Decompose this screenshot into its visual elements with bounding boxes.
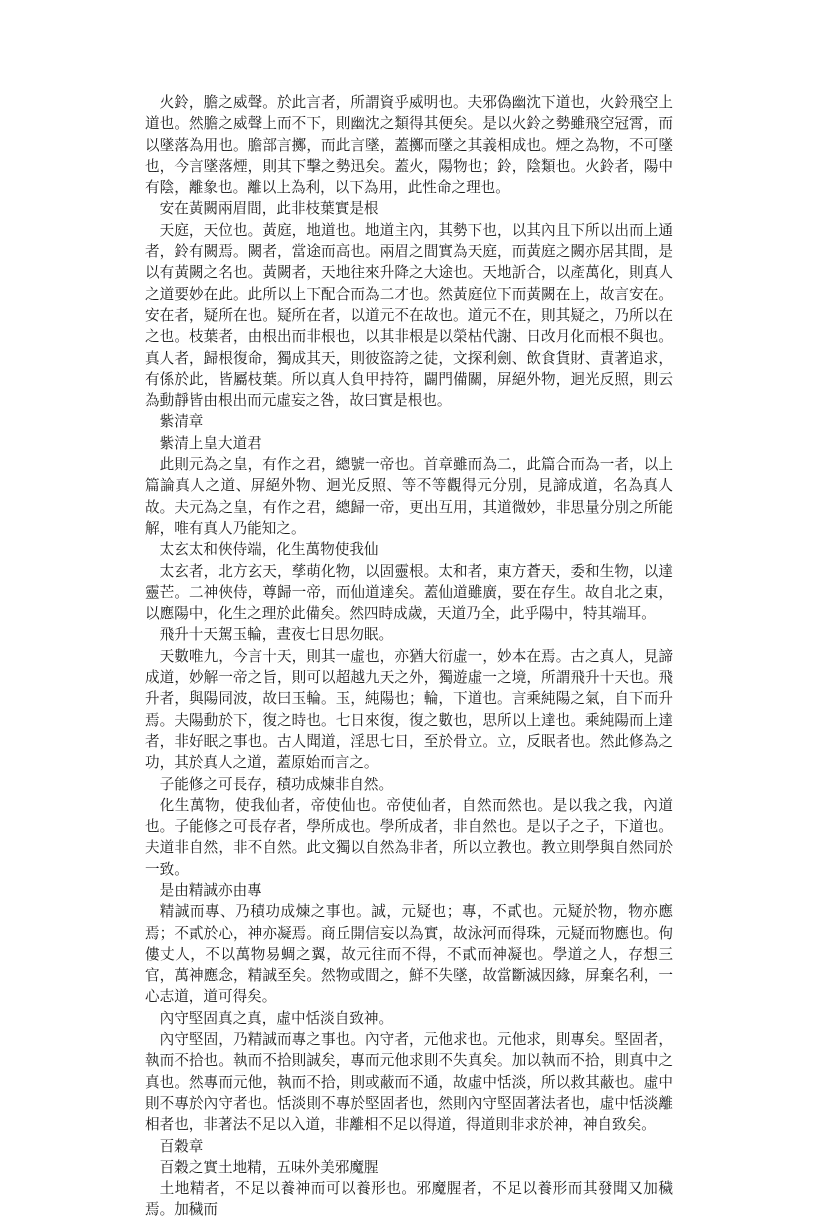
commentary-paragraph: 土地精者，不足以養神而可以養形也。邪魔腥者，不足以養形而其發聞又加穢焉。加穢而 [145, 1180, 673, 1219]
verse-line: 內守堅固真之真，虛中恬淡自致神。 [159, 1009, 394, 1027]
verse-line: 紫清上皇大道君 [159, 434, 262, 452]
commentary-paragraph: 此則元為之皇，有作之君，總號一帝也。首章雖而為二，此篇合而為一者，以上篇論真人之道、屏絕外物、迴光反照、等不等觀得元分別，見諦成道，名為真人故。夫元為之皇，有作之君，總歸一帝，更出互用，其道微妙，非思量分別之所能解，唯有真人乃能知之。 [145, 456, 673, 537]
verse-line: 子能修之可長存，積功成煉非自然。 [159, 775, 394, 793]
commentary-paragraph: 精誠而專、乃積功成煉之事也。誠，元疑也；專，不貳也。元疑於物，物亦應焉；不貳於心，神亦凝焉。商丘開信妄以為實，故泳河而得珠，元疑而物應也。佝僂丈人，不以萬物易蜩之翼，故元往而不得，不貳而神凝也。學道之人，存想三官，萬神應念，精誠至矣。然物或間之，鮮不失墜，故當斷滅因緣，屏棄名利，一心志道，道可得矣。 [145, 903, 673, 1006]
verse-line: 是由精誠亦由專 [159, 881, 262, 899]
verse-line: 飛升十天駕玉輪，晝夜七日思勿眠。 [159, 626, 394, 644]
commentary-paragraph: 天數唯九，今言十天，則其一虛也，亦猶大衍虛一，妙本在焉。古之真人，見諦成道，妙解一帝之旨，則可以超越九天之外，獨遊虛一之境，所謂飛升十天也。飛升者，與陽同波，故曰玉輪。玉，純陽也；輪，下道也。言乘純陽之氣，自下而升焉。夫陽動於下，復之時也。七日來復，復之數也，思所以上達也。乘純陽而上達者，非好眠之事也。古人聞道，淫思七日，至於骨立。立，反眠者也。然此修為之功，其於真人之道，蓋原始而言之。 [145, 647, 673, 772]
commentary-paragraph: 內守堅固，乃精誠而專之事也。內守者，元他求也。元他求，則專矣。堅固者，執而不拾也。執而不拾則誠矣，專而元他求則不失真矣。加以執而不拾，則真中之真也。然專而元他，執而不拾，則或蔽而不通，故虛中恬淡，所以救其蔽也。虛中則不專於內守者也。恬淡則不專於堅固者也，然則內守堅固著法者也，虛中恬淡離相者也，非著法不足以入道，非離相不足以得道，得道則非求於神，神自致矣。 [145, 1031, 673, 1134]
chapter-heading: 紫清章 [159, 413, 204, 431]
verse-line: 安在黃闕兩眉間，此非枝葉實是根 [159, 200, 379, 218]
text-body [145, 92, 673, 1221]
commentary-paragraph: 天庭，天位也。黃庭，地道也。地道主內，其勢下也，以其內且下所以出而上通者，鈴有闕焉。闕者，當途而高也。兩眉之間實為天庭，而黃庭之闕亦居其間，是以有黃闕之名也。黃闕者，天地往來升降之大途也。天地訢合，以產萬化，則真人之道要妙在此。此所以上下配合而為二才也。然黃庭位下而黃闕在上，故言安在。安在者，疑所在也。疑所在者，以道元不在故也。道元不在，則其疑之，乃所以在之也。枝葉者，由根出而非根也，以其非根是以榮枯代謝、日改月化而根不與也。真人者，歸根復命，獨成其天，則彼盜誇之徒，文探利劍、飲食貨財、責著追求，有係於此，皆屬枝葉。所以真人負甲持符，闢門備關，屏絕外物，迴光反照，則云為動靜皆由根出而元虛妄之咎，故曰實是根也。 [145, 221, 673, 410]
verse-line: 百穀之實土地精，五味外美邪魔腥 [159, 1158, 379, 1176]
commentary-paragraph: 太玄者，北方玄天，孳萌化物，以固靈根。太和者，東方蒼天，委和生物，以達靈芒。二神俠侍，尊歸一帝，而仙道達矣。蓋仙道雖廣，要在存生。故自北之東，以應陽中，化生之理於此備矣。然四時成歲，天道乃全，此乎陽中，特其端耳。 [145, 562, 673, 623]
commentary-paragraph: 化生萬物，使我仙者，帝使仙也。帝使仙者，自然而然也。是以我之我，內道也。子能修之可長存者，學所成也。學所成者，非自然也。是以子之子，下道也。夫道非自然，非不自然。此文獨以自然為非者，所以立教也。教立則學與自然同於一致。 [145, 796, 673, 878]
verse-line: 太玄太和俠侍端，化生萬物使我仙 [159, 541, 379, 559]
commentary-paragraph: 火鈴，膽之威聲。於此言者，所謂資乎威明也。夫邪偽幽沈下道也，火鈴飛空上道也。然膽之威聲上而不下，則幽沈之類得其便矣。是以火鈴之勢雖飛空冠霄，而以墜落為用也。膽部言擲，而此言墜，蓋擲而墜之其義相成也。煙之為物，不可墜也，今言墜落煙，則其下擊之勢迅矣。蓋火，陽物也；鈴，陰類也。火鈴者，陽中有陰，離象也。離以上為利，以下為用，此性命之理也。 [145, 94, 673, 197]
chapter-heading: 百穀章 [159, 1137, 204, 1155]
